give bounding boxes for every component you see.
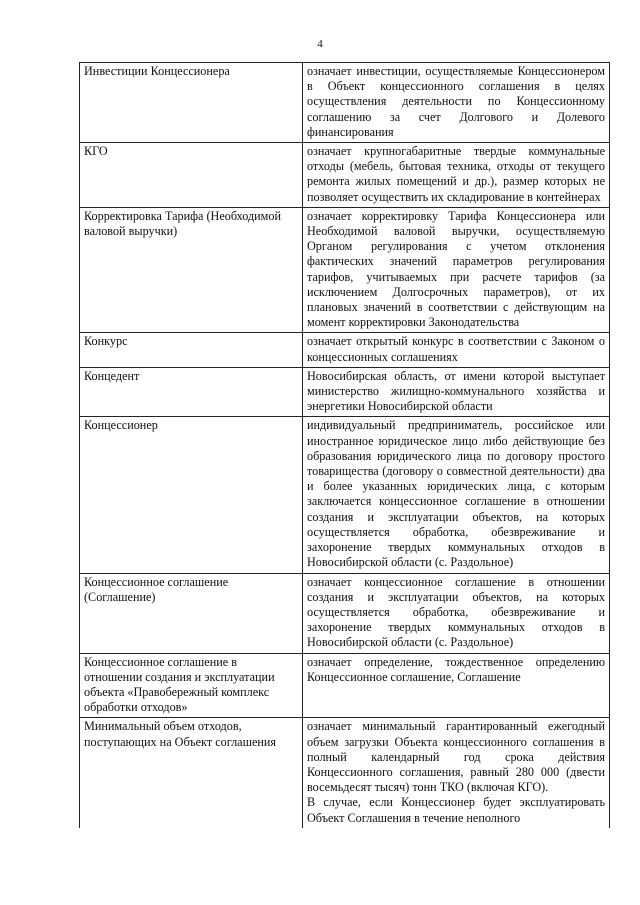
definition-cell: Новосибирская область, от имени которой выступает министерство жилищно-коммунального хозяйства и энергетики Новосибирской области xyxy=(303,367,610,417)
page-number: 4 xyxy=(317,38,323,50)
definitions-table xyxy=(79,62,610,828)
definition-cell: индивидуальный предприниматель, российское или иностранное юридическое лицо либо действующие без образования юридического лица по договору простого товарищества (договору о совместной деятельности) два и более указанных юридических лица, с которым заключается концессионное соглашение в отношении создания и эксплуатации объектов, на которых осуществляется обработка, обезвреживание и захоронение твердых коммунальных отходов в Новосибирской области (с. Раздольное) xyxy=(303,417,610,573)
table-row xyxy=(80,653,610,718)
definition-cell: означает корректировку Тарифа Концессионера или Необходимой валовой выручки, осуществляемую Органом регулирования с учетом отклонения фактических значений параметров регулирования тарифов, учитываемых при расчете тарифов (за исключением Долгосрочных параметров), от их плановых значений в соответствии с действующим на момент корректировки Законодательства xyxy=(303,207,610,333)
term-cell: Концедент xyxy=(80,367,303,417)
definition-paragraph: означает минимальный гарантированный ежегодный объем загрузки Объекта концессионного соглашения в полный календарный год срока действия Концессионного соглашения, равный 280 000 (двести восемьдесят тысяч) тонн ТКО (включая КГО). xyxy=(307,719,605,795)
definition-cell: означает определение, тождественное определению Концессионное соглашение, Соглашение xyxy=(303,653,610,718)
term-cell: Концессионное соглашение в отношении создания и эксплуатации объекта «Правобережный комплекс обработки отходов» xyxy=(80,653,303,718)
table-row xyxy=(80,143,610,208)
term-cell: КГО xyxy=(80,143,303,208)
definition-cell xyxy=(303,718,610,828)
term-cell: Концессионер xyxy=(80,417,303,573)
table-row xyxy=(80,417,610,573)
table-row xyxy=(80,207,610,333)
table-row xyxy=(80,63,610,143)
table-row xyxy=(80,718,610,828)
definition-cell: означает инвестиции, осуществляемые Концессионером в Объект концессионного соглашения в целях осуществления деятельности по Концессионному соглашению за счет Долгового и Долевого финансирования xyxy=(303,63,610,143)
term-cell: Инвестиции Концессионера xyxy=(80,63,303,143)
term-cell: Корректировка Тарифа (Необходимой валовой выручки) xyxy=(80,207,303,333)
term-cell: Минимальный объем отходов, поступающих на Объект соглашения xyxy=(80,718,303,828)
table-row xyxy=(80,367,610,417)
term-cell: Конкурс xyxy=(80,333,303,367)
definition-paragraph-continued: В случае, если Концессионер будет эксплуатировать Объект Соглашения в течение неполного xyxy=(307,795,605,825)
definition-cell: означает крупногабаритные твердые коммунальные отходы (мебель, бытовая техника, отходы от текущего ремонта жилых помещений и др.), размер которых не позволяет осуществить их складирование в контейнерах xyxy=(303,143,610,208)
definition-cell: означает концессионное соглашение в отношении создания и эксплуатации объектов, на которых осуществляется обработка, обезвреживание и захоронение твердых коммунальных отходов в Новосибирской области (с. Раздольное) xyxy=(303,573,610,653)
table-row xyxy=(80,333,610,367)
definition-cell: означает открытый конкурс в соответствии с Законом о концессионных соглашениях xyxy=(303,333,610,367)
term-cell: Концессионное соглашение (Соглашение) xyxy=(80,573,303,653)
table-row xyxy=(80,573,610,653)
